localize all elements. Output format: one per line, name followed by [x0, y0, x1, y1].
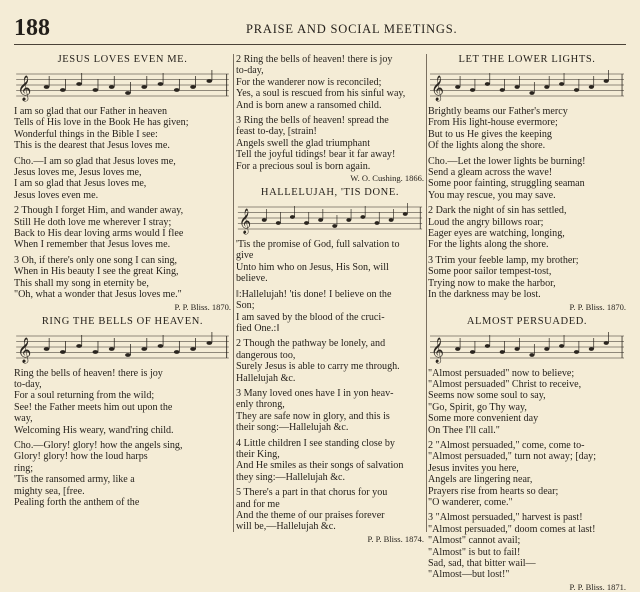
verse-line: For the lights along the shore. [428, 239, 549, 251]
verse-line: 2 Dark the night of sin has settled, [428, 205, 567, 217]
note-head [515, 85, 520, 89]
verse-line: Prayers rise from hearts so dear; [428, 485, 559, 497]
note-head [141, 347, 147, 351]
verse-line: their King, [236, 448, 280, 460]
verse-line: Hallelujah &c. [236, 372, 296, 384]
hymn-title: ALMOST PERSUADED. [466, 315, 588, 327]
verse-line: "Oh, what a wonder that Jesus loves me." [14, 289, 182, 301]
verse-line: And He smiles as their songs of salvation [236, 460, 404, 472]
note-head [318, 218, 323, 222]
treble-clef-icon: 𝄞 [430, 336, 444, 362]
note-head [589, 85, 594, 89]
hymn-title: JESUS LOVES EVEN ME. [57, 54, 188, 65]
verse-line: 3 Many loved ones have I in yon heav- [236, 387, 394, 399]
note-head [332, 224, 337, 228]
author-attribution: P. P. Bliss. 1871. [569, 581, 626, 592]
note-head [360, 215, 365, 219]
verse-line: give [236, 250, 254, 262]
verse-line: "Almost—but lost!" [428, 569, 510, 581]
verse-line: way, [14, 413, 33, 425]
verse-line: And is born anew a ransomed child. [236, 99, 382, 111]
verse-line: mighty sea, [free. [14, 485, 85, 497]
verse-line: In the darkness may be lost. [428, 289, 541, 301]
verse-line: On Thee I'll call." [428, 424, 500, 436]
verse-line: This shall my song in eternity be, [14, 277, 149, 289]
verse-line: will be,—Hallelujah &c. [236, 521, 336, 533]
running-head: PRAISE AND SOCIAL MEETINGS. [246, 22, 458, 36]
note-head [60, 350, 66, 354]
verse-line: "Almost" cannot avail; [428, 535, 521, 547]
note-head [389, 218, 394, 222]
treble-clef-icon: 𝄞 [17, 337, 32, 362]
verse-line: Angels are lingering near, [428, 474, 533, 486]
note-head [604, 79, 609, 83]
verse-line: Pealing forth the anthem of the [14, 496, 140, 508]
note-head [574, 88, 579, 92]
verse-line: feast to-day, [strain! [236, 126, 317, 138]
note-head [76, 82, 82, 86]
verse-line: Ring the bells of heaven! there is joy [14, 367, 163, 379]
verse-line: Cho.—Let the lower lights be burning! [428, 155, 586, 167]
note-head [158, 82, 164, 86]
note-head [604, 341, 609, 345]
verse-line: "Almost persuaded," doom comes at last! [428, 523, 596, 535]
verse-line: Surely Jesus is able to carry me through. [236, 361, 400, 373]
verse-line: "Almost" is but to fail! [428, 546, 521, 558]
note-head [206, 79, 212, 83]
verse-line: 'Tis the promise of God, full salvation to [236, 239, 400, 251]
verse-line: They are safe now in glory, and this is [236, 410, 390, 422]
treble-clef-icon: 𝄞 [17, 75, 32, 100]
note-head [515, 347, 520, 351]
verse-line: Loud the angry billows roar; [428, 216, 544, 228]
verse-line: But to us He gives the keeping [428, 128, 552, 140]
note-head [589, 347, 594, 351]
verse-line: to-day, [236, 65, 264, 77]
column-divider [233, 54, 234, 532]
verse-line: Some poor fainting, struggling seaman [428, 178, 585, 190]
author-attribution: P. P. Bliss. 1874. [367, 533, 424, 544]
verse-line: Jesus loves even me. [14, 189, 99, 201]
note-head [76, 344, 82, 348]
author-attribution: P. P. Bliss. 1870. [174, 301, 231, 312]
hymn-title: RING THE BELLS OF HEAVEN. [41, 315, 204, 327]
verse-line: ‖:Hallelujah! 'tis done! I believe on the [236, 288, 392, 300]
note-head [346, 218, 351, 222]
music-staff [428, 330, 626, 364]
verse-line: dangerous too, [236, 349, 296, 361]
page-number: 188 [14, 15, 50, 41]
verse-line: enly throng, [236, 399, 285, 411]
verse-line: Jesus invites you here, [428, 462, 519, 474]
verse-line: Eager eyes are watching, longing, [428, 228, 565, 240]
verse-line: For a precious soul is born again. [236, 160, 371, 172]
verse-line: 3 Trim your feeble lamp, my brother; [428, 254, 579, 266]
hymn-title: LET THE LOWER LIGHTS. [458, 54, 596, 65]
author-attribution: P. P. Bliss. 1870. [569, 301, 626, 312]
header-rule [14, 44, 626, 45]
verse-line: Some poor sailor tempest-tost, [428, 266, 552, 278]
verse-line: Sad, sad, that bitter wail— [428, 558, 536, 569]
verse-line: they sing:—Hallelujah &c. [236, 471, 346, 483]
note-head [529, 91, 534, 95]
note-head [276, 221, 281, 225]
verse-line: For the wanderer now is reconciled; [236, 76, 382, 88]
note-head [174, 350, 180, 354]
note-head [544, 347, 549, 351]
verse-line: 4 Little children I see standing close by [236, 437, 395, 449]
note-head [190, 347, 196, 351]
verse-line: Of the lights along the shore. [428, 140, 546, 152]
verse-line: 2 Though I forget Him, and wander away, [14, 205, 184, 217]
note-head [44, 347, 50, 351]
note-head [109, 85, 115, 89]
verse-line: "Almost persuaded" now to believe; [428, 367, 575, 379]
note-head [500, 350, 505, 354]
verse-line: "Go, Spirit, go Thy way, [428, 401, 527, 413]
note-head [529, 353, 534, 357]
verse-line: 5 There's a part in that chorus for you [236, 487, 388, 499]
note-head [559, 82, 564, 86]
column-right [428, 54, 626, 592]
verse-line: Son; [236, 300, 255, 312]
verse-line: "Almost persuaded," turn not away; [day; [428, 451, 597, 463]
verse-line: Glory! glory! how the loud harps [14, 451, 148, 463]
music-staff [428, 68, 626, 102]
verse-line: Send a gleam across the wave! [428, 167, 553, 179]
note-head [125, 91, 131, 95]
verse-line: Cho.—Glory! glory! how the angels sing, [14, 439, 183, 451]
verse-line: Angels swell the glad triumphant [236, 137, 370, 149]
verse-line: Jesus loves me, Jesus loves me, [14, 167, 142, 179]
note-head [455, 347, 460, 351]
verse-line: See! the Father meets him out upon the [14, 401, 173, 413]
note-head [544, 85, 549, 89]
note-head [470, 350, 475, 354]
verse-line: You may rescue, you may save. [428, 189, 556, 201]
verse-line: 'Tis the ransomed army, like a [14, 474, 135, 486]
note-head [290, 215, 295, 219]
verse-line: And the theme of our praises forever [236, 510, 385, 521]
verse-line: Wonderful things in the Bible I see: [14, 128, 158, 140]
verse-line: 3 "Almost persuaded," harvest is past! [428, 512, 583, 524]
verse-line: Unto him who on Jesus, His Son, will [236, 261, 389, 273]
note-head [304, 221, 309, 225]
verse-line: "O wanderer, come." [428, 496, 513, 508]
note-head [141, 85, 147, 89]
note-head [60, 88, 66, 92]
verse-line: From His light-house evermore; [428, 117, 558, 129]
music-staff [236, 201, 424, 235]
verse-line: to-day, [14, 378, 42, 390]
verse-line: 2 Though the pathway be lonely, and [236, 338, 386, 350]
note-head [485, 344, 490, 348]
author-attribution: W. O. Cushing. 1866. [350, 173, 424, 184]
verse-line: Brightly beams our Father's mercy [428, 106, 568, 117]
note-head [206, 341, 212, 345]
verse-line: believe. [236, 273, 268, 285]
verse-line: This is the dearest that Jesus loves me. [14, 140, 170, 152]
verse-line: Some more convenient day [428, 413, 539, 425]
verse-line: Seems now some soul to say, [428, 390, 546, 402]
verse-line: Back to His dear loving arms would I flee [14, 228, 184, 240]
note-head [158, 344, 164, 348]
note-head [485, 82, 490, 86]
verse-line: Tells of His love in the Book He has given; [14, 117, 189, 129]
note-head [470, 88, 475, 92]
hymn-title: HALLELUJAH, 'TIS DONE. [260, 187, 400, 199]
verse-line: Welcoming His weary, wand'ring child. [14, 424, 174, 436]
verse-line: ring; [14, 462, 34, 474]
verse-line: I am so glad that our Father in heaven [14, 106, 168, 117]
verse-line: Still He doth love me wherever I stray; [14, 216, 172, 228]
note-head [574, 350, 579, 354]
verse-line: I am saved by the blood of the cruci- [236, 311, 385, 323]
note-head [44, 85, 50, 89]
note-head [559, 344, 564, 348]
verse-line: For a soul returning from the wild; [14, 390, 155, 402]
treble-clef-icon: 𝄞 [238, 208, 252, 234]
verse-line: When I remember that Jesus loves me. [14, 239, 171, 251]
column-divider [426, 54, 427, 532]
note-head [174, 88, 180, 92]
column-left [14, 54, 231, 532]
note-head [403, 212, 408, 216]
note-head [109, 347, 115, 351]
verse-line: Cho.—I am so glad that Jesus loves me, [14, 155, 176, 167]
verse-line: I am so glad that Jesus loves me, [14, 178, 147, 190]
note-head [455, 85, 460, 89]
verse-line: 2 Ring the bells of heaven! there is joy [236, 54, 393, 65]
note-head [190, 85, 196, 89]
verse-line: 3 Oh, if there's only one song I can sing, [14, 254, 178, 266]
verse-line: Trying now to make the harbor, [428, 277, 556, 289]
note-head [93, 350, 99, 354]
music-staff [14, 330, 231, 364]
page-header [14, 16, 626, 42]
note-head [500, 88, 505, 92]
verse-line: their song:—Hallelujah &c. [236, 422, 349, 434]
verse-line: Tell the joyful tidings! bear it far away! [236, 149, 396, 161]
verse-line: When in His beauty I see the great King, [14, 266, 179, 278]
verse-line: fied One.:‖ [236, 322, 280, 334]
verse-line: Yes, a soul is rescued from his sinful way, [236, 88, 406, 100]
verse-line: 3 Ring the bells of heaven! spread the [236, 115, 389, 127]
verse-line: and for me [236, 498, 280, 510]
verse-line: 2 "Almost persuaded," come, come to- [428, 439, 585, 451]
verse-line: "Almost persuaded" Christ to receive, [428, 378, 582, 390]
note-head [93, 88, 99, 92]
treble-clef-icon: 𝄞 [430, 74, 444, 101]
column-middle [236, 54, 424, 544]
note-head [375, 221, 380, 225]
music-staff [14, 68, 231, 102]
note-head [125, 353, 131, 357]
note-head [262, 218, 267, 222]
